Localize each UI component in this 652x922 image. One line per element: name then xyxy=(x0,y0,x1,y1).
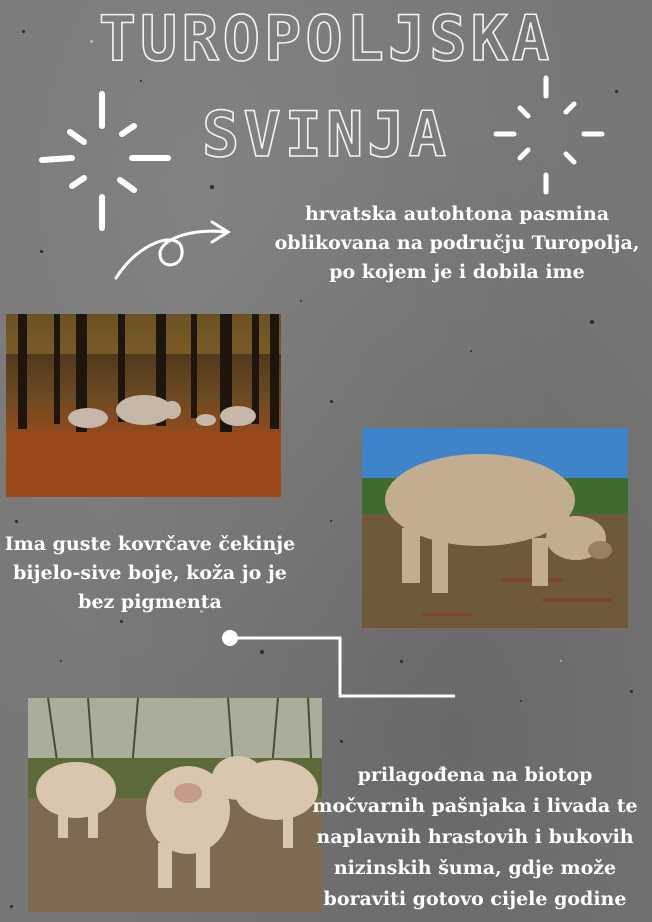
photo-pigs-in-forest xyxy=(6,314,281,497)
caption-origin: hrvatska autohtona pasmina oblikovana na području Turopolja, po kojem je i dobila ime xyxy=(274,203,640,283)
caption-appearance: Ima guste kovrčave čekinje bijelo-sive boje, koža jo je bez pigmenta xyxy=(4,533,296,613)
caption-habitat: prilagođena na biotop močvarnih pašnjaka i livada te naplavnih hrastovih i bukovih nizinskih šuma, gdje može boraviti gotovo cijele godine xyxy=(312,764,638,910)
title-line-1: TUROPOLJSKA xyxy=(98,2,554,75)
photo-pig-grazing xyxy=(362,428,628,628)
title-line-2: SVINJA xyxy=(202,98,450,171)
photo-pigs-group xyxy=(28,698,322,912)
